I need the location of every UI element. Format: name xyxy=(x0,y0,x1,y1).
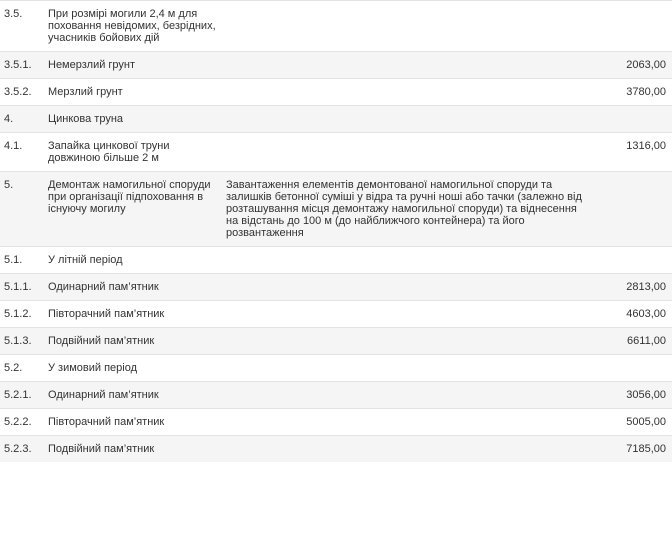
service-name: Немерзлий грунт xyxy=(44,52,222,79)
row-number: 5.2. xyxy=(0,355,44,382)
service-price: 6611,00 xyxy=(594,328,672,355)
service-name: Одинарний пам’ятник xyxy=(44,382,222,409)
service-price: 1316,00 xyxy=(594,133,672,172)
service-price: 2813,00 xyxy=(594,274,672,301)
service-price xyxy=(594,1,672,52)
service-name: Мерзлий грунт xyxy=(44,79,222,106)
service-price: 4603,00 xyxy=(594,301,672,328)
service-name: При розмірі могили 2,4 м для поховання невідомих, безрідних, учасників бойових дій xyxy=(44,1,222,52)
row-number: 3.5.1. xyxy=(0,52,44,79)
service-name: У зимовий період xyxy=(44,355,222,382)
table-row xyxy=(0,328,672,355)
table-row xyxy=(0,274,672,301)
row-number: 5.2.2. xyxy=(0,409,44,436)
row-number: 5.2.1. xyxy=(0,382,44,409)
service-description xyxy=(222,133,594,172)
table-row xyxy=(0,172,672,247)
service-price: 2063,00 xyxy=(594,52,672,79)
service-name: Півторачний пам’ятник xyxy=(44,409,222,436)
table-row xyxy=(0,301,672,328)
table-row xyxy=(0,382,672,409)
service-price: 3780,00 xyxy=(594,79,672,106)
service-description xyxy=(222,355,594,382)
table-row xyxy=(0,436,672,463)
service-description: Завантаження елементів демонтованої намогильної споруди та залишків бетонної суміші у відра та ручні ноші або тачки (залежно від розташування місця демонтажу намогильної споруди) та віднесення на відстань до 100 м (до найближчого контейнера) та його розвантаження xyxy=(222,172,594,247)
row-number: 3.5.2. xyxy=(0,79,44,106)
service-price: 7185,00 xyxy=(594,436,672,463)
service-name: У літній період xyxy=(44,247,222,274)
service-description xyxy=(222,382,594,409)
service-description xyxy=(222,301,594,328)
service-price: 3056,00 xyxy=(594,382,672,409)
service-price: 5005,00 xyxy=(594,409,672,436)
table-row xyxy=(0,355,672,382)
table-row xyxy=(0,106,672,133)
service-name: Цинкова труна xyxy=(44,106,222,133)
service-price xyxy=(594,247,672,274)
service-price xyxy=(594,355,672,382)
row-number: 4.1. xyxy=(0,133,44,172)
table-row xyxy=(0,133,672,172)
row-number: 5.1.1. xyxy=(0,274,44,301)
row-number: 4. xyxy=(0,106,44,133)
service-price xyxy=(594,106,672,133)
service-price xyxy=(594,172,672,247)
service-description xyxy=(222,247,594,274)
table-row xyxy=(0,1,672,52)
service-description xyxy=(222,274,594,301)
service-description xyxy=(222,436,594,463)
service-name: Півторачний пам’ятник xyxy=(44,301,222,328)
service-description xyxy=(222,52,594,79)
service-description xyxy=(222,106,594,133)
table-row xyxy=(0,247,672,274)
service-description xyxy=(222,328,594,355)
row-number: 5. xyxy=(0,172,44,247)
row-number: 5.1.2. xyxy=(0,301,44,328)
service-name: Запайка цинкової труни довжиною більше 2 м xyxy=(44,133,222,172)
row-number: 5.1. xyxy=(0,247,44,274)
table-row xyxy=(0,79,672,106)
service-description xyxy=(222,409,594,436)
service-name: Подвійний пам’ятник xyxy=(44,436,222,463)
service-description xyxy=(222,79,594,106)
table-row xyxy=(0,52,672,79)
service-name: Одинарний пам’ятник xyxy=(44,274,222,301)
row-number: 5.2.3. xyxy=(0,436,44,463)
table-row xyxy=(0,409,672,436)
row-number: 5.1.3. xyxy=(0,328,44,355)
service-description xyxy=(222,1,594,52)
service-name: Демонтаж намогильної споруди при організації підпоховання в існуючу могилу xyxy=(44,172,222,247)
price-table-body xyxy=(0,1,672,463)
row-number: 3.5. xyxy=(0,1,44,52)
service-name: Подвійний пам’ятник xyxy=(44,328,222,355)
